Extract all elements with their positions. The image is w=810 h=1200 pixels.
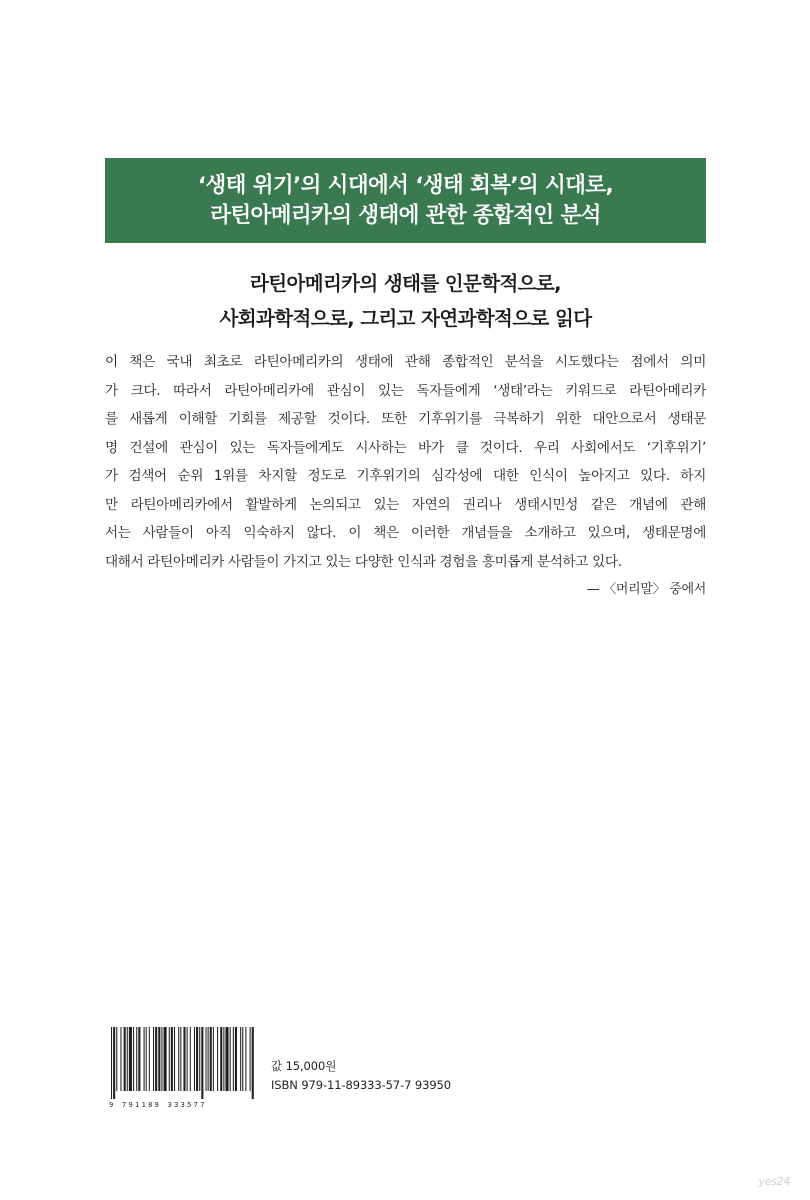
barcode-bar bbox=[252, 1027, 254, 1099]
barcode-bar bbox=[120, 1027, 121, 1091]
quote-source: — 〈머리말〉 중에서 bbox=[586, 582, 706, 597]
barcode-bar bbox=[242, 1027, 243, 1091]
subtitle-line-2: 사회과학적으로, 그리고 자연과학적으로 읽다 bbox=[219, 307, 592, 330]
barcode-bar bbox=[225, 1027, 228, 1091]
barcode-bars-icon bbox=[107, 1027, 257, 1099]
subtitle bbox=[105, 266, 706, 336]
paragraph-line: 만 라틴아메리카에서 활발하게 논의되고 있는 자연의 권리나 생태시민성 같은 개념에 관해 bbox=[105, 496, 706, 513]
barcode-bar bbox=[155, 1027, 157, 1091]
barcode-bar bbox=[187, 1027, 188, 1091]
barcode-bar bbox=[124, 1027, 126, 1091]
barcode-bar bbox=[235, 1027, 237, 1091]
paragraph-line: 가 크다. 따라서 라틴아메리카에 관심이 있는 독자들에게 ‘생태’라는 키워드로 라틴아메리카 bbox=[105, 382, 706, 399]
description-paragraph bbox=[105, 348, 706, 576]
barcode-bar bbox=[201, 1027, 203, 1099]
barcode-bar bbox=[199, 1027, 200, 1091]
barcode-bar bbox=[217, 1027, 218, 1091]
barcode-bar bbox=[149, 1027, 150, 1091]
barcode-bar bbox=[136, 1027, 137, 1091]
barcode-bar bbox=[174, 1027, 175, 1091]
barcode-bar bbox=[210, 1027, 212, 1091]
barcode-bar bbox=[164, 1027, 167, 1091]
price-info bbox=[271, 1057, 451, 1095]
headline-banner bbox=[105, 158, 706, 243]
paragraph-line: 가 검색어 순위 1위를 차지할 정도로 기후위기의 심각성에 대한 인식이 높아지고 있다. 하지 bbox=[105, 468, 706, 484]
barcode-bar bbox=[190, 1027, 191, 1091]
barcode-bar bbox=[171, 1027, 173, 1091]
barcode-bar bbox=[223, 1027, 224, 1091]
barcode-bar bbox=[245, 1027, 246, 1091]
barcode-bar bbox=[180, 1027, 181, 1091]
paragraph-line: 를 새롭게 이해할 기회를 제공할 것이다. 또한 기후위기를 극복하기 위한 대안으로서 생태문 bbox=[105, 411, 706, 427]
paragraph-line: 이 책은 국내 최초로 라틴아메리카의 생태에 관해 종합적인 분석을 시도했다는 점에서 의미 bbox=[105, 354, 706, 370]
barcode-bar bbox=[129, 1027, 132, 1091]
barcode-bar bbox=[213, 1027, 214, 1091]
barcode-bar bbox=[196, 1027, 198, 1091]
paragraph-line: 명 건설에 관심이 있는 독자들에게도 시사하는 바가 클 것이다. 우리 사회에서도 ‘기후위기’ bbox=[105, 439, 706, 456]
barcode-bar bbox=[146, 1027, 147, 1091]
headline-line-1: ‘생태 위기’의 시대에서 ‘생태 회복’의 시대로, bbox=[197, 172, 614, 198]
barcode-bar bbox=[178, 1027, 179, 1091]
barcode-bar bbox=[240, 1027, 241, 1091]
barcode-bar bbox=[113, 1027, 115, 1099]
subtitle-line-1: 라틴아메리카의 생태를 인문학적으로, bbox=[250, 272, 561, 295]
paragraph-line: 서는 사람들이 아직 익숙하지 않다. 이 책은 이러한 개념들을 소개하고 있으며, 생태문명에 bbox=[105, 525, 706, 541]
barcode-bar bbox=[138, 1027, 140, 1091]
barcode-bar bbox=[133, 1027, 134, 1091]
barcode-bar bbox=[208, 1027, 209, 1091]
barcode-bar bbox=[194, 1027, 195, 1091]
barcode-bar bbox=[127, 1027, 128, 1091]
barcode-bar bbox=[169, 1027, 170, 1091]
barcode-bar bbox=[111, 1027, 112, 1099]
isbn-label: ISBN 979-11-89333-57-7 93950 bbox=[271, 1078, 451, 1092]
price-label: 값 15,000원 bbox=[271, 1059, 337, 1073]
barcode-bar bbox=[144, 1027, 145, 1091]
barcode-bar bbox=[153, 1027, 154, 1091]
barcode-bar bbox=[158, 1027, 160, 1091]
barcode-bar bbox=[250, 1027, 251, 1091]
isbn-barcode bbox=[107, 1027, 257, 1109]
barcode-bar bbox=[206, 1027, 207, 1091]
barcode-bar bbox=[220, 1027, 222, 1091]
barcode-bar bbox=[116, 1027, 117, 1091]
paragraph-line: 대해서 라틴아메리카 사람들이 가지고 있는 다양한 인식과 경험을 흥미롭게 분석하고 있다. bbox=[105, 553, 622, 570]
barcode-bar bbox=[183, 1027, 185, 1091]
headline-line-2: 라틴아메리카의 생태에 관한 종합적인 분석 bbox=[210, 202, 601, 228]
barcode-digits: 9 791189 333577 bbox=[109, 1101, 207, 1109]
barcode-bar bbox=[161, 1027, 162, 1091]
watermark-logo: yes24 bbox=[758, 1175, 790, 1188]
barcode-bar bbox=[230, 1027, 231, 1091]
barcode-bar bbox=[233, 1027, 234, 1091]
